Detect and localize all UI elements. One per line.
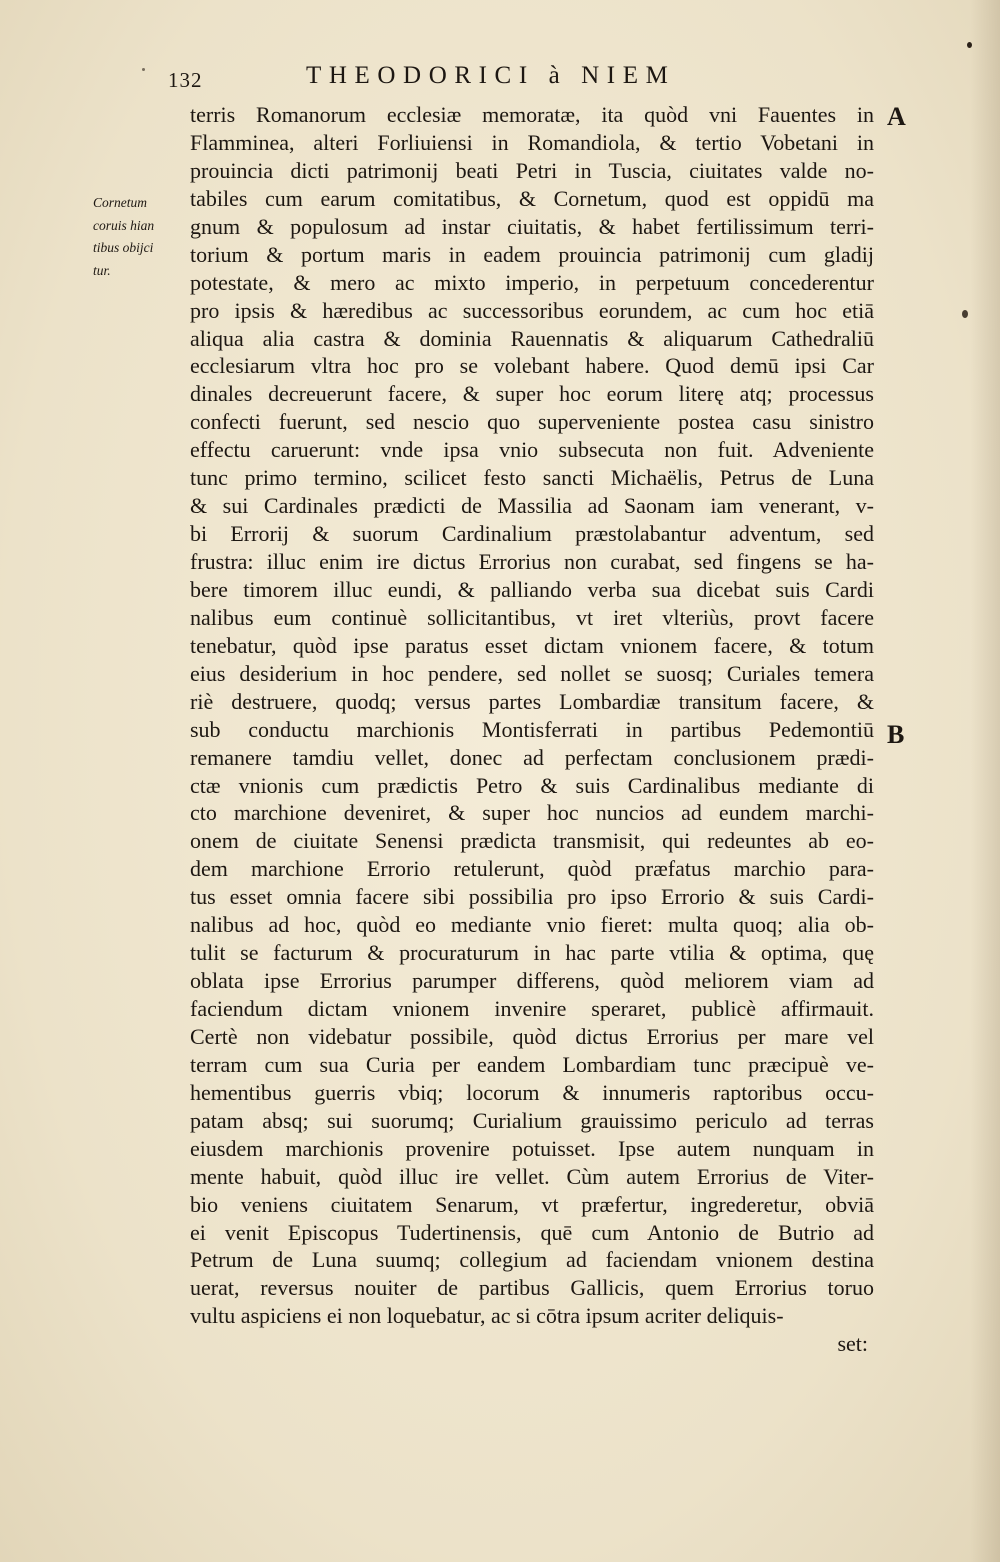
marginal-note-line: tibus obijci (93, 240, 154, 255)
page-number: 132 (168, 68, 203, 92)
text-line: & sui Cardinales prædicti de Massilia ad Saonam iam venerant, v- (190, 493, 874, 519)
text-line: pro ipsis & hæredibus ac successoribus eorundem, ac cum hoc etiā (190, 297, 874, 323)
text-line: hementibus guerris vbiq; locorum & innumeris raptoribus occu- (190, 1079, 874, 1105)
catchword: set: (837, 1331, 868, 1357)
text-line: tabiles cum earum comitatibus, & Cornetum, quod est oppidū ma (190, 185, 874, 211)
text-line: prouincia dicti patrimonij beati Petri in Tuscia, ciuitates valde no- (190, 157, 874, 183)
text-line: ctæ vnionis cum prædictis Petro & suis Cardinalibus mediante di (190, 772, 874, 798)
body-text (190, 101, 874, 1358)
text-line: potestate, & mero ac mixto imperio, in perpetuum concederentur (190, 269, 874, 295)
text-line: ecclesiarum vltra hoc pro se volebant habere. Quod demū ipsi Car (190, 353, 874, 379)
text-line: Petrum de Luna suumq; collegium ad faciendam vnionem destina (190, 1247, 874, 1273)
section-marker-b: B (887, 720, 905, 749)
text-line: bio veniens ciuitatem Senarum, vt præfertur, ingrederetur, obviā (190, 1191, 874, 1217)
text-line: uerat, reversus nouiter de partibus Gallicis, quem Errorius toruo (190, 1275, 874, 1301)
text-line: patam absq; sui suorumq; Curialium grauissimo periculo ad terras (190, 1107, 874, 1133)
text-line: gnum & populosum ad instar ciuitatis, & habet fertilissimum terri- (190, 213, 874, 239)
text-line: nalibus eum continuè sollicitantibus, vt iret vlteriùs, provt facere (190, 604, 874, 630)
text-line: onem de ciuitate Senensi prædicta transmisit, qui redeuntes ab eo- (190, 828, 874, 854)
text-line: terram cum sua Curia per eandem Lombardiam tunc præcipuè ve- (190, 1051, 874, 1077)
text-line: nalibus ad hoc, quòd eo mediante vnio fieret: multa quoq; alia ob- (190, 912, 874, 938)
page-edge-shadow (970, 0, 1000, 1562)
text-line: dem marchione Errorio retulerunt, quòd præfatus marchio para- (190, 856, 874, 882)
text-line: confecti fuerunt, sed nescio quo superveniente postea casu sinistro (190, 409, 874, 435)
text-line: tulit se facturum & procuraturum in hac parte vtilia & optima, quę (190, 940, 874, 966)
text-line: vultu aspiciens ei non loquebatur, ac si cōtra ipsum acriter deliquis- (190, 1303, 784, 1329)
text-line: riè destruere, quodq; versus partes Lombardiæ transitum facere, & (190, 688, 874, 714)
ink-spot (962, 310, 968, 318)
text-line: sub conductu marchionis Montisferrati in partibus Pedemontiū (190, 716, 874, 742)
text-line: tenebatur, quòd ipse paratus esset dictam vnionem facere, & totum (190, 632, 874, 658)
marginal-note-line: Cornetum (93, 195, 147, 210)
text-line: Certè non videbatur possibile, quòd dictus Errorius per mare vel (190, 1023, 874, 1049)
text-line: dinales decreuerunt facere, & super hoc eorum literę atq; processus (190, 381, 874, 407)
text-line: aliqua alia castra & dominia Rauennatis & aliquarum Cathedraliū (190, 325, 874, 351)
ink-spot (967, 42, 972, 48)
text-line: torium & portum maris in eadem prouincia patrimonij cum gladij (190, 241, 874, 267)
text-line: cto marchione deveniret, & super hoc nuncios ad eundem marchi- (190, 800, 874, 826)
section-marker-a: A (887, 102, 906, 131)
marginal-note-line: coruis hian (93, 217, 155, 233)
text-line: remanere tamdiu vellet, donec ad perfectam conclusionem prædi- (190, 744, 874, 770)
text-line: effectu caruerunt: vnde ipsa vnio subsecuta non fuit. Adveniente (190, 437, 874, 463)
text-line: terris Romanorum ecclesiæ memoratæ, ita quòd vni Fauentes in (190, 102, 874, 127)
text-line: oblata ipse Errorius parumper differens, quòd meliorem viam ad (190, 968, 874, 994)
text-line: eius desiderium in hoc pendere, sed nollet se suosq; Curiales temera (190, 660, 874, 686)
text-line: bere timorem illuc eundi, & palliando verba sua dicebat suis Cardi (190, 576, 874, 602)
text-line: faciendum dictam vnionem invenire speraret, publicè affirmauit. (190, 996, 874, 1021)
text-line: bi Errorij & suorum Cardinalium præstolabantur adventum, sed (190, 521, 874, 547)
running-head (0, 62, 1000, 96)
marginal-note (93, 192, 185, 282)
text-line: mente habuit, quòd illuc ire vellet. Cùm autem Errorius de Viter- (190, 1163, 874, 1189)
running-title: THEODORICI à NIEM (306, 62, 676, 89)
text-line: Flamminea, alteri Forliuiensi in Romandiola, & tertio Vobetani in (190, 129, 874, 155)
text-line: eiusdem marchionis provenire potuisset. Ipse autem nunquam in (190, 1135, 874, 1161)
marginal-note-line: tur. (93, 262, 111, 278)
ink-spot (142, 68, 145, 71)
text-line: tus esset omnia facere sibi possibilia pro ipso Errorio & suis Cardi- (190, 884, 874, 910)
text-line: tunc primo termino, scilicet festo sancti Michaëlis, Petrus de Luna (190, 465, 874, 491)
text-line: frustra: illuc enim ire dictus Errorius non curabat, sed fingens se ha- (190, 549, 874, 574)
text-line: ei venit Episcopus Tudertinensis, quē cum Antonio de Butrio ad (190, 1219, 874, 1245)
